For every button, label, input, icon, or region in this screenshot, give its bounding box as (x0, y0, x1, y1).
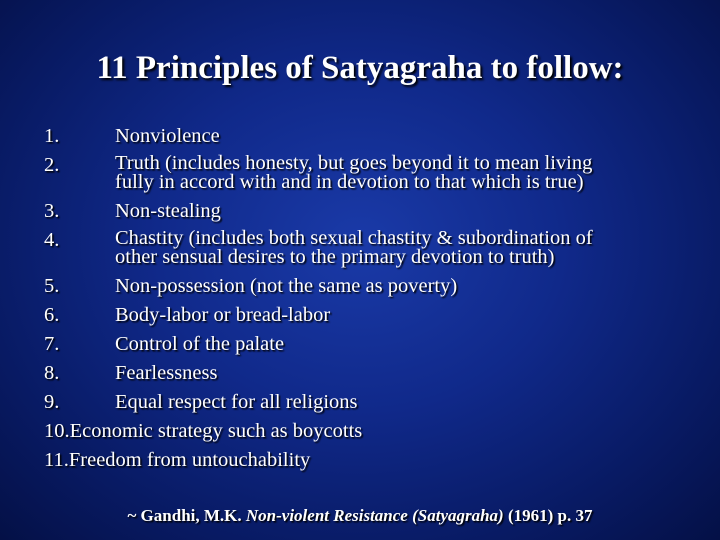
item-number: 2. (44, 154, 60, 176)
item-number: 8. (44, 362, 60, 384)
item-text: Non-possession (not the same as poverty) (115, 275, 458, 297)
item-number: 11. (44, 449, 69, 471)
item-text-continued: other sensual desires to the primary devotion to truth) (115, 246, 555, 268)
list-item (44, 197, 694, 226)
list-item (44, 446, 694, 475)
slide-title: 11 Principles of Satyagraha to follow: (96, 50, 624, 86)
item-number: 3. (44, 200, 60, 222)
item-text: Chastity (includes both sexual chastity & subordination of (115, 227, 593, 249)
citation-author: ~ Gandhi, M.K. (127, 506, 246, 525)
item-text: Freedom from untouchability (68, 449, 311, 471)
item-text: Body-labor or bread-labor (115, 304, 331, 326)
list-item (44, 330, 694, 359)
citation-year-page: (1961) p. 37 (503, 506, 593, 525)
item-text: Fearlessness (115, 362, 218, 384)
item-number: 9. (44, 391, 60, 413)
item-text: Economic strategy such as boycotts (69, 420, 363, 442)
list-item (44, 272, 694, 301)
item-text: Truth (includes honesty, but goes beyond it to mean living (115, 152, 593, 174)
citation-work-title: Non-violent Resistance (Satyagraha) (245, 506, 504, 525)
list-item (44, 122, 694, 151)
item-number: 5. (44, 275, 60, 297)
item-number: 1. (44, 125, 60, 147)
list-item (44, 226, 694, 272)
list-item (44, 301, 694, 330)
item-number: 10. (44, 420, 70, 442)
item-text: Control of the palate (115, 333, 285, 355)
item-number: 6. (44, 304, 60, 326)
item-number: 4. (44, 229, 60, 251)
list-item (44, 388, 694, 417)
item-text: Nonviolence (115, 125, 220, 147)
principles-list (44, 122, 694, 475)
item-text: Equal respect for all religions (115, 391, 358, 413)
citation (0, 506, 720, 526)
list-item (44, 417, 694, 446)
item-text: Non-stealing (115, 200, 221, 222)
item-text-continued: fully in accord with and in devotion to that which is true) (115, 171, 584, 193)
list-item (44, 359, 694, 388)
item-number: 7. (44, 333, 60, 355)
list-item (44, 151, 694, 197)
